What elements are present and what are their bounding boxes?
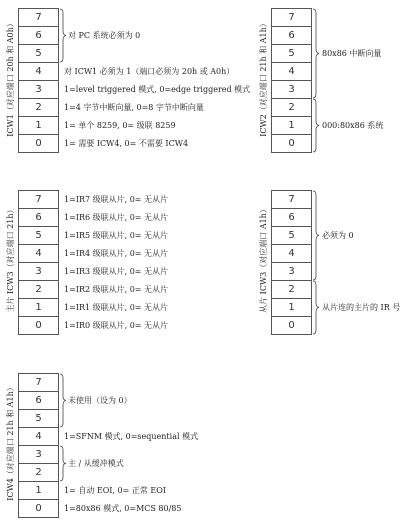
icw1-bit-1: 1 <box>18 116 59 135</box>
icw4-bit-1: 1 <box>18 481 59 500</box>
icw2-brace-73 <box>313 9 319 98</box>
icw3m-bit-2: 2 <box>18 280 59 299</box>
icw1-bit-4: 4 <box>18 62 59 81</box>
icw2-bit-3: 3 <box>271 80 312 99</box>
icw1-bit-7: 7 <box>18 8 59 27</box>
icw1-bit-5: 5 <box>18 44 59 63</box>
icw4-bit-0: 0 <box>18 499 59 518</box>
icw4-brace-765 <box>60 374 66 427</box>
icw1-side-label: ICW1（对应端口 20h 和 A0h） <box>6 19 15 137</box>
icw3m-bit-4: 4 <box>18 244 59 263</box>
icw3s-bit-6: 6 <box>271 208 312 227</box>
icw2-side-label: ICW2（对应端口 21h 和 A1h） <box>259 19 268 137</box>
icw3m-bit-3: 3 <box>18 262 59 281</box>
icw3s-bit-7: 7 <box>271 190 312 209</box>
icw4-desc-4: 1=SFNM 模式, 0=sequential 模式 <box>64 432 199 441</box>
icw3s-desc-73: 必须为 0 <box>322 231 354 240</box>
icw3-master-side-label: 主片 ICW3（对应端口 21h） <box>6 205 15 313</box>
icw1-desc-4: 对 ICW1 必须为 1（端口必须为 20h 或 A0h） <box>64 67 235 76</box>
icw3s-desc-20: 从片连的主片的 IR 号 <box>322 303 401 312</box>
icw3m-bit-6: 6 <box>18 208 59 227</box>
icw3s-brace-73 <box>313 191 319 280</box>
icw3m-bit-1: 1 <box>18 298 59 317</box>
icw2-bit-4: 4 <box>271 62 312 81</box>
icw3m-desc-1: 1=IR1 级联从片, 0= 无从片 <box>64 303 169 312</box>
icw1-bit-0: 0 <box>18 134 59 153</box>
icw1-desc-1: 1= 单个 8259, 0= 级联 8259 <box>64 121 176 130</box>
icw2-bit-7: 7 <box>271 8 312 27</box>
icw3m-bit-7: 7 <box>18 190 59 209</box>
icw3s-bit-5: 5 <box>271 226 312 245</box>
icw4-desc-1: 1= 自动 EOI, 0= 正常 EOI <box>64 486 166 495</box>
icw1-bit-6: 6 <box>18 26 59 45</box>
icw1-desc-765: 对 PC 系统必须为 0 <box>68 31 141 40</box>
icw4-side-label: ICW4（对应端口 21h 和 A1h） <box>6 383 15 501</box>
icw2-bit-1: 1 <box>271 116 312 135</box>
icw2-brace-20 <box>313 99 319 152</box>
icw3s-brace-20 <box>313 281 319 334</box>
icw3m-desc-4: 1=IR4 级联从片, 0= 无从片 <box>64 249 169 258</box>
icw4-bit-6: 6 <box>18 391 59 410</box>
icw3m-bit-0: 0 <box>18 316 59 335</box>
icw1-desc-3: 1=level triggered 模式, 0=edge triggered 模式 <box>64 85 251 94</box>
icw3-slave-side-label: 从片 ICW3（对应端口 A1h） <box>259 205 268 313</box>
icw4-bit-4: 4 <box>18 427 59 446</box>
icw4-bit-7: 7 <box>18 373 59 392</box>
icw1-desc-0: 1= 需要 ICW4, 0= 不需要 ICW4 <box>64 139 189 148</box>
icw3m-desc-0: 1=IR0 级联从片, 0= 无从片 <box>64 321 169 330</box>
icw2-bit-2: 2 <box>271 98 312 117</box>
icw3m-desc-2: 1=IR2 级联从片, 0= 无从片 <box>64 285 169 294</box>
icw2-desc-20: 000:80x86 系统 <box>322 121 384 130</box>
icw1-bit-2: 2 <box>18 98 59 117</box>
icw4-bit-3: 3 <box>18 445 59 464</box>
icw1-desc-2: 1=4 字节中断向量, 0=8 字节中断向量 <box>64 103 204 112</box>
icw4-bit-5: 5 <box>18 409 59 428</box>
icw4-desc-0: 1=80x86 模式, 0=MCS 80/85 <box>64 504 182 513</box>
icw3s-bit-0: 0 <box>271 316 312 335</box>
icw3m-desc-3: 1=IR3 级联从片, 0= 无从片 <box>64 267 169 276</box>
icw2-bit-6: 6 <box>271 26 312 45</box>
icw3s-bit-1: 1 <box>271 298 312 317</box>
icw4-bit-2: 2 <box>18 463 59 482</box>
icw3m-bit-5: 5 <box>18 226 59 245</box>
icw3s-bit-4: 4 <box>271 244 312 263</box>
icw1-bit-3: 3 <box>18 80 59 99</box>
icw3s-bit-2: 2 <box>271 280 312 299</box>
icw2-desc-73: 80x86 中断向量 <box>322 49 382 58</box>
icw3m-desc-7: 1=IR7 级联从片, 0= 无从片 <box>64 195 169 204</box>
icw2-bit-0: 0 <box>271 134 312 153</box>
icw1-brace-765 <box>60 9 66 62</box>
icw4-desc-765: 未使用（设为 0） <box>68 396 132 405</box>
icw3m-desc-5: 1=IR5 级联从片, 0= 无从片 <box>64 231 169 240</box>
icw4-brace-32 <box>60 446 66 481</box>
icw4-desc-32: 主 / 从缓冲模式 <box>68 459 124 468</box>
icw3s-bit-3: 3 <box>271 262 312 281</box>
icw2-bit-5: 5 <box>271 44 312 63</box>
icw3m-desc-6: 1=IR6 级联从片, 0= 无从片 <box>64 213 169 222</box>
